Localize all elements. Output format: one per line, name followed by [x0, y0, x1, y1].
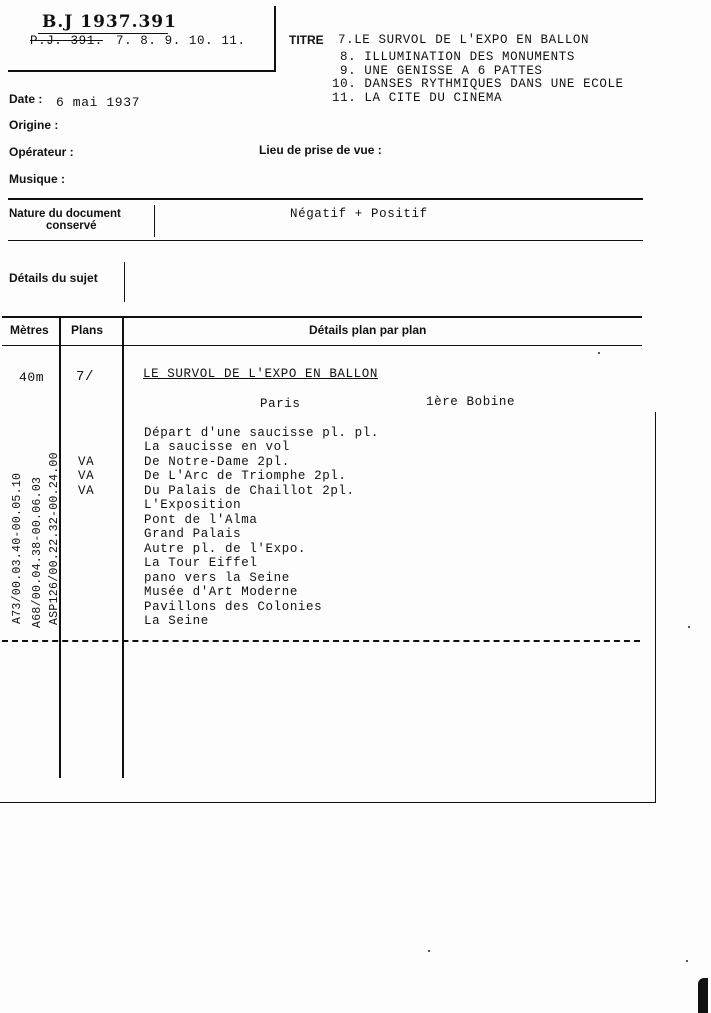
origine-label: Origine : — [9, 118, 59, 132]
shot-text: pano vers la Seine — [144, 571, 290, 585]
bobine-value: 1ère Bobine — [426, 395, 516, 409]
plan-value: 7/ — [76, 369, 95, 385]
timecode-a73: A73/00.03.40-00.05.10 — [11, 472, 24, 624]
details-sujet-label: Détails du sujet — [9, 271, 98, 285]
date-label: Date : — [9, 92, 43, 106]
shot-plan: VA — [78, 484, 95, 498]
shot-text: Du Palais de Chaillot 2pl. — [144, 484, 355, 498]
title-line-10: 10. DANSES RYTHMIQUES DANS UNE ECOLE — [332, 77, 624, 91]
shot-text: Autre pl. de l'Expo. — [144, 542, 307, 556]
shot-text: Pont de l'Alma — [144, 513, 258, 527]
details-sujet-bracket — [124, 262, 125, 302]
title-line-11: 11. LA CITE DU CINEMA — [332, 91, 503, 105]
shot-text: De L'Arc de Triomphe 2pl. — [144, 469, 347, 483]
scan-speck — [686, 960, 688, 962]
nature-label-line1: Nature du document — [9, 208, 121, 220]
separator-nature-bottom — [8, 240, 643, 241]
nature-label-line2: conservé — [46, 220, 97, 232]
reels-list: 7. 8. 9. 10. 11. — [116, 34, 246, 48]
timecode-a68: A68/00.04.38-00.06.03 — [31, 476, 44, 628]
column-header-metres: Mètres — [10, 323, 49, 337]
shot-plan: VA — [78, 455, 95, 469]
scan-edge-mark — [698, 978, 708, 1013]
title-line-8: 8. ILLUMINATION DES MONUMENTS — [340, 50, 575, 64]
shot-text: Grand Palais — [144, 527, 242, 541]
shot-text: La Seine — [144, 614, 209, 628]
shot-text: De Notre-Dame 2pl. — [144, 455, 290, 469]
nature-bracket — [154, 205, 155, 237]
shot-text: L'Exposition — [144, 498, 242, 512]
place-value: Paris — [260, 397, 301, 411]
table-header-line — [2, 345, 642, 346]
operateur-label: Opérateur : — [9, 145, 74, 159]
titre-label: TITRE — [289, 33, 324, 47]
column-header-details: Détails plan par plan — [309, 323, 427, 337]
shot-plan: VA — [78, 469, 95, 483]
table-top-line — [2, 316, 642, 318]
timecode-asp126: ASP126/00.22.32-00.24.00 — [48, 452, 61, 625]
right-frame-line — [655, 412, 656, 802]
scan-speck — [598, 352, 600, 354]
musique-label: Musique : — [9, 172, 65, 186]
title-line-9: 9. UNE GENISSE A 6 PATTES — [340, 64, 543, 78]
shot-text: La Tour Eiffel — [144, 556, 258, 570]
scan-speck — [688, 626, 690, 628]
bottom-frame-line — [0, 802, 656, 803]
dashed-separator — [2, 640, 640, 642]
column-header-plans: Plans — [71, 323, 104, 337]
shot-text: Départ d'une saucisse pl. pl. — [144, 426, 379, 440]
scan-speck — [428, 950, 430, 952]
date-value: 6 mai 1937 — [56, 95, 141, 110]
shot-text: Musée d'Art Moderne — [144, 585, 298, 599]
shot-text: Pavillons des Colonies — [144, 600, 323, 614]
shot-text: La saucisse en vol — [144, 440, 290, 454]
reference-number: B.J 1937.391 — [42, 12, 177, 32]
nature-value: Négatif + Positif — [290, 207, 428, 221]
subject-title: LE SURVOL DE L'EXPO EN BALLON — [143, 367, 378, 381]
column-divider-plans — [122, 318, 124, 778]
separator-nature-top — [8, 198, 643, 200]
metres-value: 40m — [19, 370, 45, 385]
lieu-label: Lieu de prise de vue : — [259, 143, 382, 157]
title-line-7: 7.LE SURVOL DE L'EXPO EN BALLON — [338, 33, 590, 47]
reels-strikethrough: P.J. 391. — [30, 34, 103, 48]
